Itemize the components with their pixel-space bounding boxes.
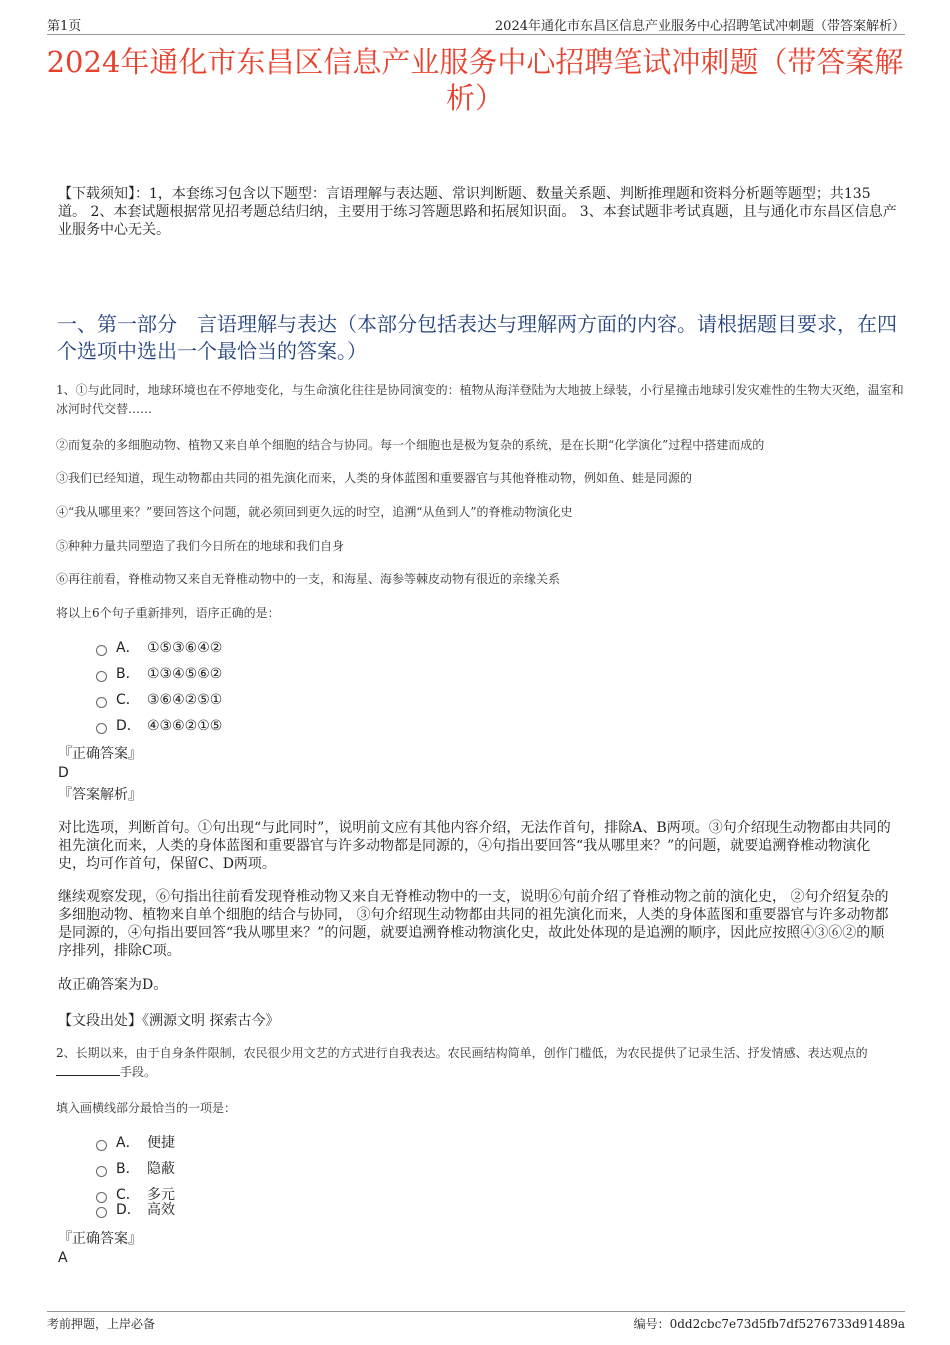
q2-answer: A <box>58 1250 68 1266</box>
radio-icon[interactable] <box>96 645 107 656</box>
q1-option-a[interactable]: A． ①⑤③⑥④② <box>96 638 222 658</box>
radio-icon[interactable] <box>96 697 107 708</box>
q2-option-d[interactable]: D． 高效 <box>96 1200 175 1220</box>
fill-blank[interactable] <box>56 1063 120 1076</box>
q1-sentence-5: ⑤种种力量共同塑造了我们今日所在的地球和我们自身 <box>56 539 345 553</box>
q1-answer: D <box>58 765 69 781</box>
q1-intro: 1、①与此同时，地球环境也在不停地变化，与生命演化往往是协同演变的：植物从海洋登陆为大地披上绿装，小行星撞击地球引发灾难性的生物大灭绝，温室和冰河时代交替…… <box>56 383 904 416</box>
q2-option-a[interactable]: A． 便捷 <box>96 1133 175 1153</box>
q2-option-c[interactable]: C． 多元 <box>96 1185 175 1205</box>
q1-answer-label: 『正确答案』 <box>58 746 142 762</box>
q1-analysis-label: 『答案解析』 <box>58 787 142 803</box>
q1-sentence-3: ③我们已经知道，现生动物都由共同的祖先演化而来，人类的身体蓝图和重要器官与其他脊椎动物，例如鱼、蛙是同源的 <box>56 471 693 485</box>
page-header <box>47 14 905 35</box>
radio-icon[interactable] <box>96 1166 107 1177</box>
q1-option-c[interactable]: C． ③⑥④②⑤① <box>96 690 222 710</box>
q1-source: 【文段出处】《溯源文明 探索古今》 <box>58 1013 280 1029</box>
q1-prompt: 将以上6个句子重新排列，语序正确的是： <box>56 606 280 620</box>
q2-answer-label: 『正确答案』 <box>58 1231 142 1247</box>
radio-icon[interactable] <box>96 1207 107 1218</box>
q1-explanation-2: 继续观察发现，⑥句指出往前看发现脊椎动物又来自无脊椎动物中的一支，说明⑥句前介绍了脊椎动物之前的演化史， ②句介绍复杂的多细胞动物、植物来自单个细胞的结合与协同， ③句介绍现生动物都由共同的祖先演化而来，人类的身体蓝图和重要器官与许多动物都是同源的，④句指出要回答“我从哪里来？”的问题，就要追溯脊椎动物演化史，故此处体现的是追溯的顺序，因此应按照④③⑥②的顺序排列，排除C项。 <box>58 889 889 959</box>
section-heading: 一、第一部分 言语理解与表达（本部分包括表达与理解两方面的内容。请根据题目要求，在四个选项中选出一个最恰当的答案。） <box>57 312 897 363</box>
radio-icon[interactable] <box>96 723 107 734</box>
q2-option-b[interactable]: B． 隐蔽 <box>96 1159 175 1179</box>
q2-stem: 2、长期以来，由于自身条件限制，农民很少用文艺的方式进行自我表达。农民画结构简单，创作门槛低，为农民提供了记录生活、抒发情感、表达观点的 手段。 <box>56 1046 868 1079</box>
page-number: 第1页 <box>47 19 82 34</box>
q1-explanation-3: 故正确答案为D。 <box>58 977 168 993</box>
q1-sentence-4: ④“我从哪里来？”要回答这个问题，就必须回到更久远的时空，追溯“从鱼到人”的脊椎动物演化史 <box>56 505 573 519</box>
q1-option-b[interactable]: B． ①③④⑤⑥② <box>96 664 222 684</box>
page-footer <box>47 1311 905 1331</box>
header-title: 2024年通化市东昌区信息产业服务中心招聘笔试冲刺题（带答案解析） <box>494 19 905 34</box>
radio-icon[interactable] <box>96 671 107 682</box>
footer-serial: 编号：0dd2cbc7e73d5fb7df5276733d91489a <box>633 1317 905 1331</box>
document-title: 2024年通化市东昌区信息产业服务中心招聘笔试冲刺题（带答案解析） <box>46 45 904 115</box>
q1-sentence-6: ⑥再往前看，脊椎动物又来自无脊椎动物中的一支，和海星、海参等棘皮动物有很近的亲缘关系 <box>56 572 561 586</box>
q1-sentence-2: ②而复杂的多细胞动物、植物又来自单个细胞的结合与协同。每一个细胞也是极为复杂的系统，是在长期“化学演化”过程中搭建而成的 <box>56 438 765 452</box>
footer-slogan: 考前押题，上岸必备 <box>47 1317 156 1331</box>
q1-option-d[interactable]: D． ④③⑥②①⑤ <box>96 716 222 736</box>
q1-explanation-1: 对比选项，判断首句。①句出现“与此同时”，说明前文应有其他内容介绍，无法作首句，排除A、B两项。③句介绍现生动物都由共同的祖先演化而来，人类的身体蓝图和重要器官与许多动物都是同源的，④句指出要回答“我从哪里来？”的问题，就要追溯脊椎动物演化史，均可作首句，保留C、D两项。 <box>58 820 891 872</box>
download-notice: 【下载须知】：1，本套练习包含以下题型：言语理解与表达题、常识判断题、数量关系题、判断推理题和资料分析题等题型；共135道。 2、本套试题根据常见招考题总结归纳，主要用于练习答题思路和拓展知识面。 3、本套试题非考试真题，且与通化市东昌区信息产业服务中心无关。 <box>58 186 897 238</box>
q2-prompt: 填入画横线部分最恰当的一项是： <box>56 1101 237 1115</box>
radio-icon[interactable] <box>96 1140 107 1151</box>
